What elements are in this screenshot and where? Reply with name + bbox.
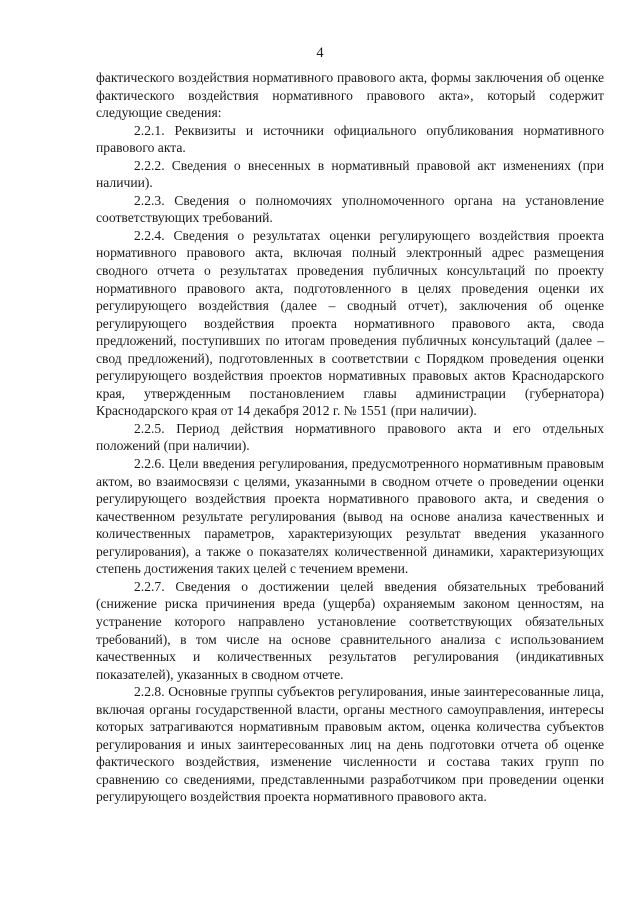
page-number: 4	[316, 45, 324, 61]
document-body	[96, 69, 604, 806]
paragraph-2-2-4: 2.2.4. Сведения о результатах оценки регулирующего воздействия проекта нормативного правового акта, включая полный электронный адрес размещения сводного отчета о результатах проведения публичных консультаций по проекту нормативного правового акта, подготовленного в целях проведения оценки их регулирующего воздействия (далее – сводный отчет), заключения об оценке регулирующего воздействия проекта нормативного правового акта, свода предложений, поступивших по итогам проведения публичных консультаций (далее – свод предложений), подготовленных в соответствии с Порядком проведения оценки регулирующего воздействия проектов нормативных правовых актов Краснодарского края, утвержденным постановлением главы администрации (губернатора) Краснодарского края от 14 декабря 2012 г. № 1551 (при наличии).	[96, 227, 604, 419]
paragraph-2-2-3: 2.2.3. Сведения о полномочиях уполномоченного органа на установление соответствующих требований.	[96, 192, 604, 226]
paragraph-2-2-8: 2.2.8. Основные группы субъектов регулирования, иные заинтересованные лица, включая органы государственной власти, органы местного самоуправления, интересы которых затрагиваются нормативным правовым актом, оценка количества субъектов регулирования и иных заинтересованных лиц на день подготовки отчета об оценке фактического воздействия, изменение численности и состава таких групп по сравнению со сведениями, представленными разработчиком при проведении оценки регулирующего воздействия проекта нормативного правового акта.	[96, 684, 604, 805]
paragraph-continuation: фактического воздействия нормативного правового акта, формы заключения об оценке фактического воздействия нормативного правового акта», который содержит следующие сведения:	[96, 70, 604, 121]
paragraph-2-2-2: 2.2.2. Сведения о внесенных в нормативный правовой акт изменениях (при наличии).	[96, 157, 604, 191]
paragraph-2-2-1: 2.2.1. Реквизиты и источники официального опубликования нормативного правового акта.	[96, 122, 604, 156]
paragraph-2-2-6: 2.2.6. Цели введения регулирования, предусмотренного нормативным правовым актом, во взаимосвязи с целями, указанными в сводном отчете о проведении оценки регулирующего воздействия проекта нормативного правового акта, и сведения о качественном результате регулирования (вывод на основе анализа качественных и количественных параметров, характеризующих результат введения указанного регулирования), а также о показателях количественной динамики, характеризующих степень достижения таких целей с течением времени.	[96, 456, 604, 577]
paragraph-2-2-5: 2.2.5. Период действия нормативного правового акта и его отдельных положений (при наличии).	[96, 420, 604, 454]
paragraph-2-2-7: 2.2.7. Сведения о достижении целей введения обязательных требований (снижение риска причинения вреда (ущерба) охраняемым законом ценностям, на устранение которого направлено установление соответствующих обязательных требований), в том числе на основе сравнительного анализа с использованием качественных и количественных результатов регулирования (индикативных показателей), указанных в сводном отчете.	[96, 578, 604, 682]
